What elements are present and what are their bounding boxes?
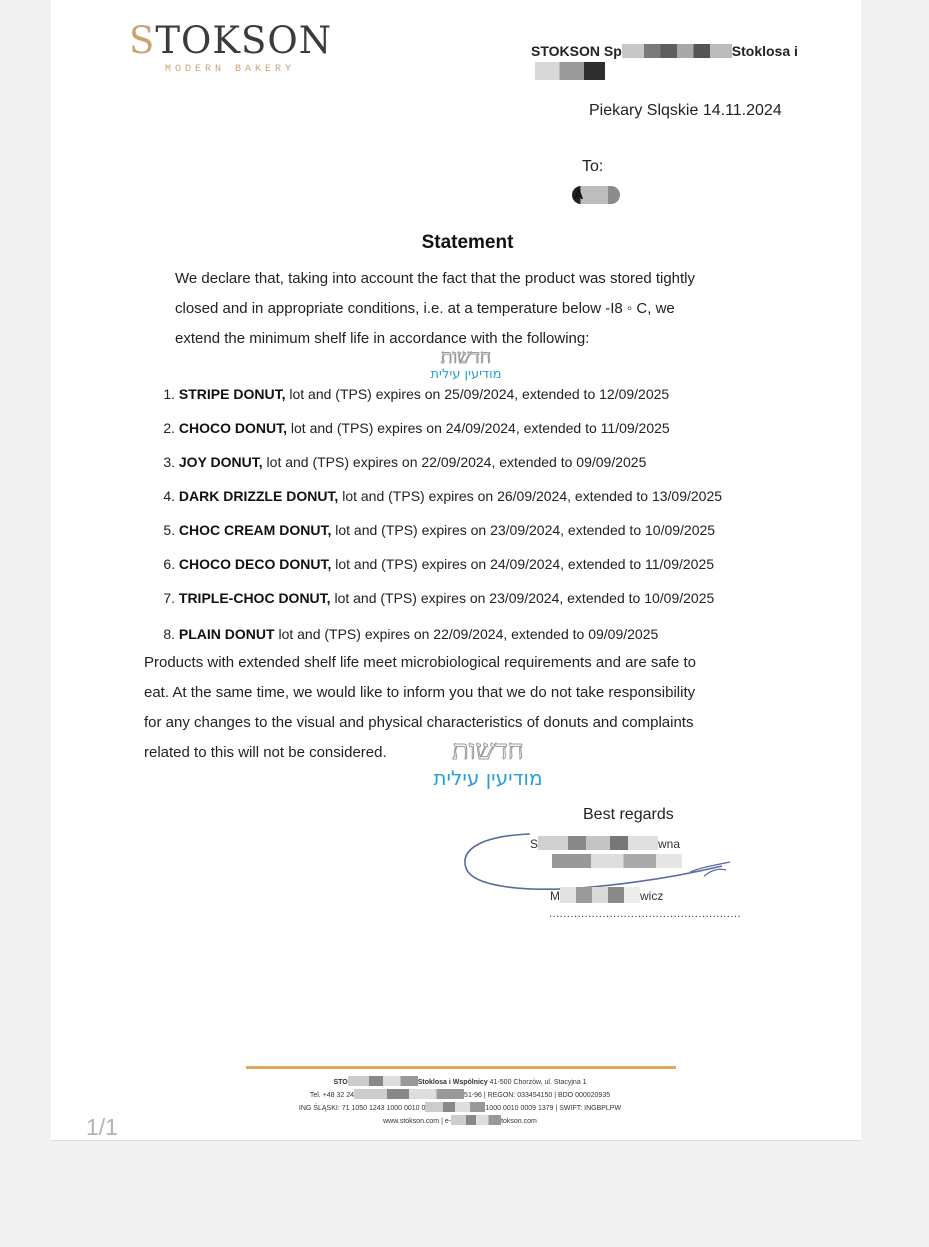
footer: STO Stoklosa i Wspólnicy 41-500 Chorzów, ul. Stacyjna 1 Tel. +48 32 24 51-96 | REGON: 033454150 | BDO 000020935 ING ŚLĄSKI: 71 1050 1243 1000 0010 0 1000 0010 0009 1379 | SWIFT: INGBPLPW www.stokson.com | e- tokson.com	[240, 1076, 680, 1128]
list-item: 2. CHOCO DONUT, lot and (TPS) expires on 24/09/2024, extended to 11/09/2025	[163, 420, 670, 436]
closing-line: for any changes to the visual and physical characteristics of donuts and complaints	[144, 714, 694, 731]
list-item: 1. STRIPE DONUT, lot and (TPS) expires on 25/09/2024, extended to 12/09/2025	[163, 386, 670, 402]
list-item: 3. JOY DONUT, lot and (TPS) expires on 22/09/2024, extended to 09/09/2025	[163, 454, 647, 470]
redaction	[560, 887, 640, 903]
redaction	[622, 44, 732, 58]
watermark-large: חדשות מודיעין עילית	[433, 735, 543, 790]
intro-line: closed and in appropriate conditions, i.e. at a temperature below -I8 ◦ C, we	[175, 300, 675, 317]
list-item: 4. DARK DRIZZLE DONUT, lot and (TPS) expires on 26/09/2024, extended to 13/09/2025	[163, 488, 723, 504]
closing-line: eat. At the same time, we would like to inform you that we do not take responsibility	[144, 684, 696, 701]
recipient-redacted: A	[572, 186, 620, 204]
redaction	[552, 854, 682, 868]
logo-wordmark: STOKSON	[129, 19, 333, 62]
signature-dots: ......................................................	[549, 908, 742, 920]
page-indicator: 1/1	[86, 1114, 118, 1140]
best-regards: Best regards	[583, 806, 674, 823]
logo-tagline: MODERN BAKERY	[165, 64, 296, 75]
to-label: To:	[582, 158, 604, 175]
closing-line: related to this will not be considered.	[144, 744, 387, 761]
watermark-small: חדשות מודיעין עילית	[430, 346, 502, 382]
intro-line: extend the minimum shelf life in accordance with the following:	[175, 330, 590, 347]
redaction	[538, 836, 658, 850]
redaction	[425, 1102, 485, 1112]
intro-paragraph	[175, 264, 755, 354]
place-date: Piekary Slqskie 14.11.2024	[589, 102, 782, 119]
company-name: STOKSON Sp Stoklosa i	[531, 43, 798, 59]
statement-title: Statement	[421, 232, 514, 253]
redaction	[348, 1076, 418, 1086]
stokson-logo	[129, 19, 349, 82]
list-item: 5. CHOC CREAM DONUT, lot and (TPS) expires on 23/09/2024, extended to 10/09/2025	[163, 522, 716, 538]
list-item: 7. TRIPLE-CHOC DONUT, lot and (TPS) expires on 23/09/2024, extended to 10/09/2025	[163, 590, 715, 606]
redaction	[354, 1089, 464, 1099]
signature-block: S wna M wicz ......................................................	[530, 837, 742, 920]
redaction	[535, 62, 605, 80]
intro-line: We declare that, taking into account the fact that the product was stored tightly	[175, 270, 696, 287]
list-item: 8. PLAIN DONUT lot and (TPS) expires on 22/09/2024, extended to 09/09/2025	[163, 626, 659, 642]
list-item: 6. CHOCO DECO DONUT, lot and (TPS) expires on 24/09/2024, extended to 11/09/2025	[163, 556, 715, 572]
redaction	[451, 1115, 501, 1125]
footer-rule	[246, 1066, 676, 1069]
closing-line: Products with extended shelf life meet microbiological requirements and are safe to	[144, 654, 696, 671]
